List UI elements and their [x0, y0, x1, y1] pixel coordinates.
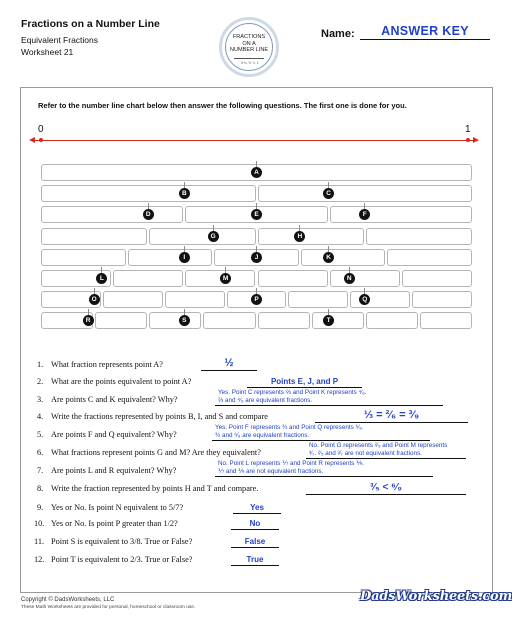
fraction-strip-cell — [258, 312, 310, 329]
number-line-start-label: 0 — [38, 124, 44, 135]
question-text: Point S is equivalent to 3/8. True or False? — [51, 537, 193, 546]
point-g-marker: G — [208, 231, 219, 242]
point-tick — [213, 225, 214, 231]
fraction-strip-cell — [330, 270, 400, 287]
answer-line — [212, 440, 430, 441]
fractions-badge-logo — [219, 17, 279, 77]
question-number: 6. — [37, 448, 44, 457]
fraction-strip-cell — [387, 249, 472, 266]
point-n-marker: N — [344, 273, 355, 284]
answer-text: Yes. Point F represents ¾ and Point Q represents ⁶⁄₈. — [215, 424, 364, 431]
answer-line — [215, 405, 443, 406]
answer-text: ³⁄₅ < ⁶⁄₉ — [370, 482, 402, 493]
question-text: Yes or No. Is point P greater than 1/2? — [51, 519, 178, 528]
fraction-strip-cell — [41, 249, 126, 266]
fraction-strip-cell — [288, 291, 348, 308]
answer-text: ⅐ and ⅑ are not equivalent fractions. — [218, 467, 324, 475]
fraction-strip-cell — [95, 312, 147, 329]
fraction-strip-cell — [258, 270, 328, 287]
answer-text: No. Point L represents ⅐ and Point R represents ⅑. — [218, 460, 365, 467]
badge-text: FRACTIONS ON A NUMBER LINE — [229, 34, 269, 54]
number-line-zero-dot — [39, 138, 43, 142]
point-d-marker: D — [143, 209, 154, 220]
point-tick — [184, 246, 185, 252]
number-line-left-arrow-icon — [29, 137, 35, 143]
fraction-strip-cell — [103, 291, 163, 308]
answer-line — [306, 458, 466, 459]
fraction-strip-cell — [165, 291, 225, 308]
fraction-strip-cell — [128, 249, 213, 266]
answer-text: ³⁄₇. ²⁄₅ and ³⁄₇ are not equivalent fractions. — [309, 449, 422, 457]
fraction-strip-cell — [258, 228, 364, 245]
answer-line — [215, 476, 433, 477]
fraction-strip-cell — [420, 312, 472, 329]
point-e-marker: E — [251, 209, 262, 220]
fraction-strip-cell — [402, 270, 472, 287]
question-text: Yes or No. Is point N equivalent to 5/7? — [51, 503, 184, 512]
answer-text: ½ — [224, 356, 234, 369]
name-label: Name: — [321, 28, 355, 40]
point-m-marker: M — [220, 273, 231, 284]
question-text: What fraction represents point A? — [51, 360, 163, 369]
question-text: Are points C and K equivalent? Why? — [51, 395, 178, 404]
point-t-marker: T — [323, 315, 334, 326]
fraction-strip-cell — [149, 228, 255, 245]
badge-number-line — [234, 58, 264, 59]
question-text: Are points L and R equivalent? Why? — [51, 466, 177, 475]
answer-text: Yes. Point C represents ⅔ and Point K represents ⁴⁄₆. — [218, 389, 367, 396]
answer-text: No — [249, 519, 261, 529]
point-tick — [256, 246, 257, 252]
question-text: Are points F and Q equivalent? Why? — [51, 430, 177, 439]
point-q-marker: Q — [359, 294, 370, 305]
answer-text: ⅔ and ⁴⁄₆ are equivalent fractions. — [218, 396, 313, 404]
question-number: 9. — [37, 503, 44, 512]
fraction-strip-cell — [412, 291, 472, 308]
badge-ticks: 0 ⅙ ⅔ ⅚ 1 — [241, 61, 259, 65]
fraction-strip-cell — [366, 312, 418, 329]
answer-text: Yes — [250, 503, 264, 513]
answer-text: True — [246, 555, 264, 565]
answer-line — [231, 547, 279, 548]
worksheet-subtitle: Equivalent Fractions — [21, 35, 99, 45]
number-line-one-dot — [466, 138, 470, 142]
fraction-strip-cell — [258, 185, 473, 202]
name-field[interactable]: ANSWER KEY — [360, 24, 490, 40]
question-number: 7. — [37, 466, 44, 475]
question-text: Point T is equivalent to 2/3. True or False? — [51, 555, 193, 564]
number-line-end-label: 1 — [465, 124, 471, 135]
answer-text: ¾ and ⁶⁄₈ are equivalent fractions. — [215, 431, 310, 439]
point-l-marker: L — [96, 273, 107, 284]
question-number: 8. — [37, 484, 44, 493]
fraction-strip-cell — [41, 206, 183, 223]
fraction-strip-cell — [330, 206, 472, 223]
question-text: What fractions represent points G and M? Are they equivalent? — [51, 448, 261, 457]
answer-text: No. Point G represents ²⁄₅ and Point M represents — [309, 442, 448, 449]
question-number: 4. — [37, 412, 44, 421]
point-a-marker: A — [251, 167, 262, 178]
point-j-marker: J — [251, 252, 262, 263]
fraction-strip-cell — [366, 228, 472, 245]
answer-line — [306, 494, 466, 495]
instructions: Refer to the number line chart below then answer the following questions. The first one is done for you. — [38, 101, 407, 110]
point-i-marker: I — [179, 252, 190, 263]
answer-text: Points E, J, and P — [270, 377, 339, 387]
question-text: Write the fractions represented by points B, I, and S and compare — [51, 412, 268, 421]
point-p-marker: P — [251, 294, 262, 305]
point-r-marker: R — [83, 315, 94, 326]
question-text: Write the fraction represented by points H and T and compare. — [51, 484, 259, 493]
usage-note: These Math Worksheets are provided for personal, homeschool or classroom use. — [21, 605, 196, 610]
answer-line — [231, 529, 279, 530]
worksheet-number: Worksheet 21 — [21, 47, 74, 57]
worksheet-title: Fractions on a Number Line — [21, 18, 160, 30]
fraction-strip-cell — [41, 185, 256, 202]
point-c-marker: C — [323, 188, 334, 199]
point-o-marker: O — [89, 294, 100, 305]
fraction-strip-cell — [41, 228, 147, 245]
point-k-marker: K — [323, 252, 334, 263]
answer-text: ⅓ = ²⁄₆ = ³⁄₉ — [363, 408, 420, 421]
dadsworksheets-logo: DadsWorksheets.com — [360, 589, 512, 604]
question-number: 1. — [37, 360, 44, 369]
answer-text: False — [244, 537, 266, 547]
point-tick — [299, 225, 300, 231]
question-number: 2. — [37, 377, 44, 386]
answer-line — [315, 422, 468, 423]
number-line — [35, 140, 473, 141]
point-b-marker: B — [179, 188, 190, 199]
answer-line — [247, 387, 362, 388]
copyright-text: Copyright © DadsWorksheets, LLC — [21, 597, 115, 603]
answer-line — [201, 370, 257, 371]
question-number: 11. — [34, 537, 45, 546]
point-h-marker: H — [294, 231, 305, 242]
fraction-strip-cell — [312, 312, 364, 329]
number-line-right-arrow-icon — [473, 137, 479, 143]
point-f-marker: F — [359, 209, 370, 220]
question-number: 3. — [37, 395, 44, 404]
answer-line — [233, 513, 281, 514]
fraction-strip-cell — [149, 312, 201, 329]
answer-line — [231, 565, 279, 566]
question-number: 10. — [34, 519, 45, 528]
point-tick — [328, 246, 329, 252]
question-number: 12. — [34, 555, 45, 564]
question-number: 5. — [37, 430, 44, 439]
question-text: What are the points equivalent to point A? — [51, 377, 192, 386]
point-s-marker: S — [179, 315, 190, 326]
fraction-strip-cell — [113, 270, 183, 287]
fraction-strip-cell — [301, 249, 386, 266]
fraction-strip-cell — [203, 312, 255, 329]
